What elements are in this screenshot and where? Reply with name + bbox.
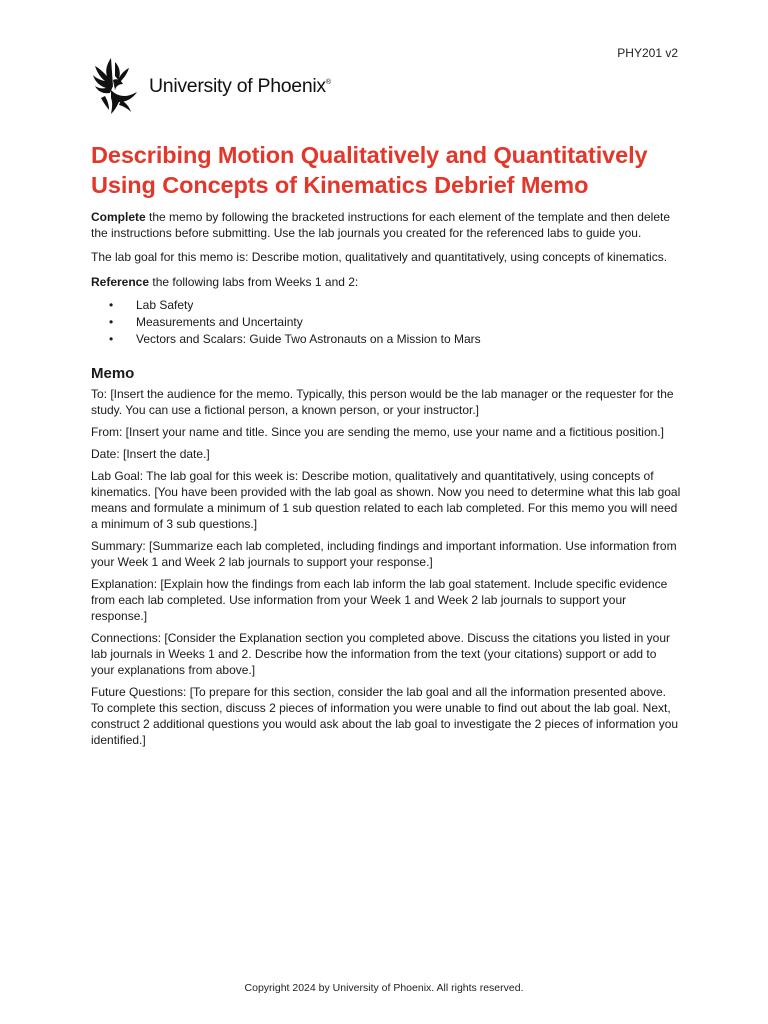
memo-date: Date: [Insert the date.] <box>91 447 210 461</box>
document-body <box>91 140 681 748</box>
memo-to: To: [Insert the audience for the memo. Typically, this person would be the lab manager or the requester for the study. You can use a fictional person, a known person, or your instructor.] <box>91 387 674 417</box>
list-item: • Vectors and Scalars: Guide Two Astronauts on a Mission to Mars <box>136 331 681 348</box>
reference-bold: Reference <box>91 275 150 289</box>
memo-summary: Summary: [Summarize each lab completed, including findings and important information. Use information from your Week 1 and Week 2 lab journals to support your response.] <box>91 539 677 569</box>
intro-text: the memo by following the bracketed instructions for each element of the template and then delete the instructions before submitting. Use the lab journals you created for the referenced labs to guide you. <box>91 210 670 240</box>
memo-fields <box>91 386 681 748</box>
reference-text: the following labs from Weeks 1 and 2: <box>149 275 359 289</box>
phoenix-bird-icon <box>91 56 143 116</box>
lab-list <box>91 297 681 348</box>
logo-wordmark: University of Phoenix® <box>149 74 331 97</box>
university-logo <box>91 56 331 116</box>
memo-lab-goal: Lab Goal: The lab goal for this week is: Describe motion, qualitatively and quantitatively, using concepts of kinematics. [You have been provided with the lab goal as shown. Now you need to determine what this lab goal means and formulate a minimum of 1 sub question related to each lab completed. For this memo you will need a minimum of 3 sub questions.] <box>91 469 681 531</box>
memo-from: From: [Insert your name and title. Since you are sending the memo, use your name and a fictitious position.] <box>91 425 664 439</box>
memo-future-questions: Future Questions: [To prepare for this section, consider the lab goal and all the information presented above. To complete this section, discuss 2 pieces of information you were unable to find out about the lab goal. Next, construct 2 additional questions you would ask about the lab goal to investigate the 2 pieces of information you identified.] <box>91 685 679 747</box>
memo-connections: Connections: [Consider the Explanation section you completed above. Discuss the citations you listed in your lab journals in Weeks 1 and 2. Describe how the information from the text (your citations) support or add to your explanations from above.] <box>91 631 670 677</box>
list-item: • Measurements and Uncertainty <box>136 314 681 331</box>
copyright-footer: Copyright 2024 by University of Phoenix. All rights reserved. <box>244 982 524 994</box>
list-item: • Lab Safety <box>136 297 681 314</box>
lab-goal-paragraph: The lab goal for this memo is: Describe motion, qualitatively and quantitatively, using concepts of kinematics. <box>91 250 668 264</box>
document-code: PHY201 v2 <box>617 46 678 60</box>
reference-paragraph <box>91 274 681 290</box>
memo-heading: Memo <box>91 365 135 382</box>
intro-paragraph <box>91 209 681 241</box>
memo-explanation: Explanation: [Explain how the findings from each lab inform the lab goal statement. Include specific evidence from each lab completed. Use information from your Week 1 and Week 2 lab journals to support your response.] <box>91 577 668 623</box>
document-title: Describing Motion Qualitatively and Quantitatively Using Concepts of Kinematics Debrief Memo <box>91 142 648 198</box>
intro-bold: Complete <box>91 210 146 224</box>
